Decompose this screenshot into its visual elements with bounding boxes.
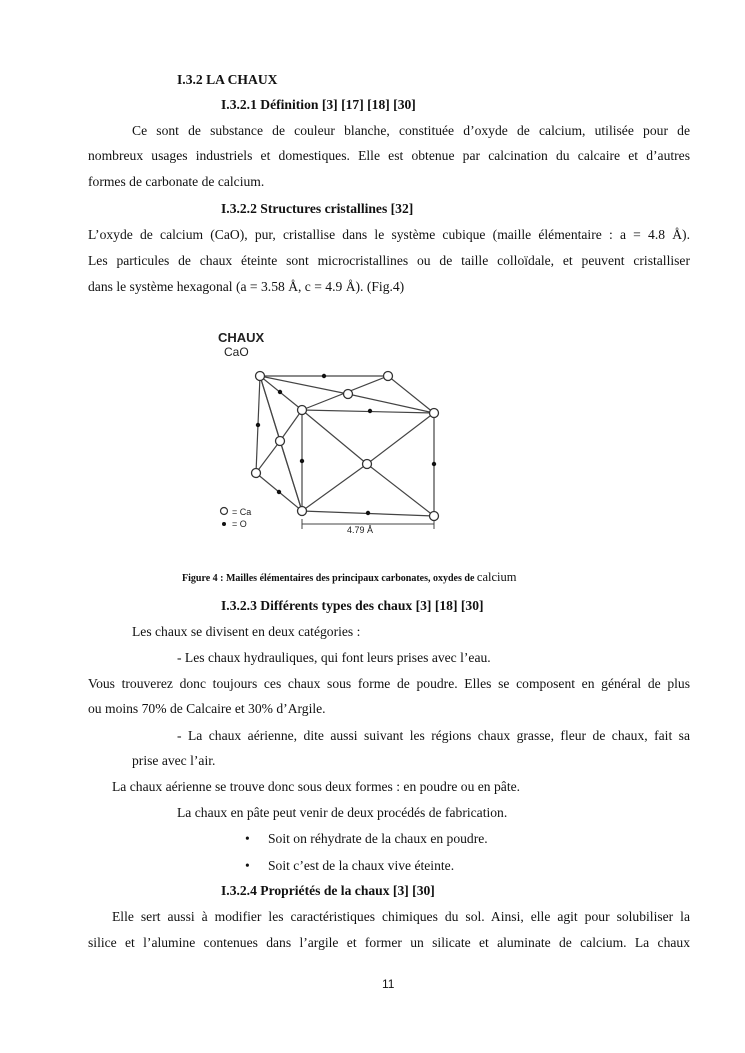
ca-atom <box>252 469 261 478</box>
types-heading: I.3.2.3 Différents types des chaux [3] [18] [30] <box>221 598 484 613</box>
page-number: 11 <box>382 977 395 991</box>
ca-atom <box>256 372 265 381</box>
bullet-item: Soit c’est de la chaux vive éteinte. <box>268 858 455 873</box>
o-atom <box>368 409 372 413</box>
paragraph-line: Les chaux se divisent en deux catégories : <box>132 624 361 639</box>
paragraph-line: La chaux en pâte peut venir de deux procédés de fabrication. <box>177 805 508 820</box>
ca-atom <box>430 409 439 418</box>
paragraph-line: Ce sont de substance de couleur blanche, constituée d’oxyde de calcium, utilisée pour de <box>132 123 690 138</box>
paragraph-line: Les particules de chaux éteinte sont microcristallines ou de taille colloïdale, et peuvent cristalliser <box>88 253 690 268</box>
figure-label-top: CHAUX <box>218 330 265 345</box>
definition-heading: I.3.2.1 Définition [3] [17] [18] [30] <box>221 97 416 112</box>
figure-label-formula: CaO <box>224 345 249 359</box>
paragraph-line: - Les chaux hydrauliques, qui font leurs prises avec l’eau. <box>177 650 491 665</box>
structures-heading: I.3.2.2 Structures cristallines [32] <box>221 201 414 216</box>
paragraph-line: formes de carbonate de calcium. <box>88 174 265 189</box>
properties-heading: I.3.2.4 Propriétés de la chaux [3] [30] <box>221 883 435 898</box>
crystal-lattice-figure <box>210 326 450 546</box>
legend-ca-symbol <box>221 508 228 515</box>
legend-ca-label: = Ca <box>232 507 252 517</box>
ca-atom <box>430 512 439 521</box>
paragraph-line: nombreux usages industriels et domestiques. Elle est obtenue par calcination du calcaire et d’autres <box>88 148 690 163</box>
ca-atom <box>363 460 372 469</box>
ca-atom <box>384 372 393 381</box>
ca-atom <box>298 507 307 516</box>
caption-tail: calcium <box>476 570 517 584</box>
caption-bold: Figure 4 : Mailles élémentaires des principaux carbonates, oxydes de <box>182 573 475 584</box>
section-title: I.3.2 LA CHAUX <box>177 72 278 87</box>
paragraph-line: silice et l’alumine contenues dans l’argile et former un silicate et aluminate de calcium. La chaux <box>88 935 690 950</box>
dimension-label: 4.79 Å <box>347 525 374 535</box>
legend-o-symbol <box>222 522 226 526</box>
o-atom <box>256 423 260 427</box>
paragraph-line: La chaux aérienne se trouve donc sous deux formes : en poudre ou en pâte. <box>112 779 521 794</box>
o-atom <box>432 462 436 466</box>
paragraph-line: - La chaux aérienne, dite aussi suivant les régions chaux grasse, fleur de chaux, fait sa <box>177 728 690 743</box>
o-atom <box>366 511 370 515</box>
o-atom <box>300 459 304 463</box>
bullet-item: Soit on réhydrate de la chaux en poudre. <box>268 831 488 846</box>
o-atom <box>322 374 326 378</box>
paragraph-line: ou moins 70% de Calcaire et 30% d’Argile. <box>88 701 326 716</box>
ca-atom <box>276 437 285 446</box>
paragraph-line: dans le système hexagonal (a = 3.58 Å, c = 4.9 Å). (Fig.4) <box>88 279 405 294</box>
legend-o-label: = O <box>232 519 247 529</box>
paragraph-line: L’oxyde de calcium (CaO), pur, cristallise dans le système cubique (maille élémentaire : a = 4.8 Å). <box>88 227 690 242</box>
ca-atom <box>344 390 353 399</box>
paragraph-line: prise avec l’air. <box>132 753 216 768</box>
paragraph-line: Vous trouverez donc toujours ces chaux sous forme de poudre. Elles se composent en général de plus <box>88 676 690 691</box>
figure-caption <box>182 570 516 585</box>
ca-atom <box>298 406 307 415</box>
paragraph-line: Elle sert aussi à modifier les caractéristiques chimiques du sol. Ainsi, elle agit pour solubiliser la <box>112 909 690 924</box>
o-atom <box>278 390 282 394</box>
bullet-icon: • <box>245 831 250 846</box>
bullet-icon: • <box>245 858 250 873</box>
o-atom <box>277 490 281 494</box>
